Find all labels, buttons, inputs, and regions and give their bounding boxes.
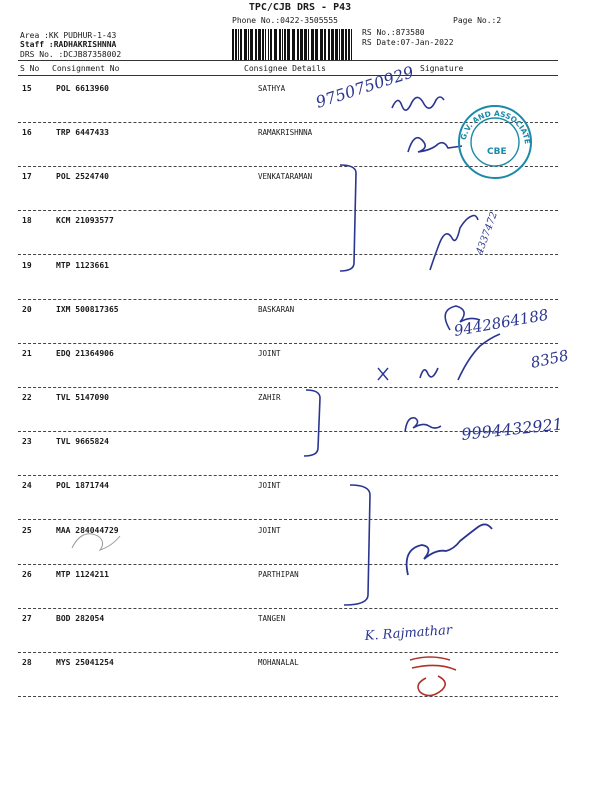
row-separator: [18, 696, 558, 697]
row-separator: [18, 564, 558, 565]
row-sno: 26: [22, 570, 32, 579]
document-title: TPC/CJB DRS - P43: [248, 2, 352, 13]
row-consignment: POL 2524740: [56, 172, 109, 181]
row-consignee: PARTHIPAN: [258, 570, 299, 579]
barcode: [230, 29, 355, 61]
row-consignment: IXM 500817365: [56, 305, 119, 314]
col-sno: S No: [20, 64, 40, 73]
rs-date: RS Date:07-Jan-2022: [362, 38, 454, 47]
area-field: Area :KK PUDHUR-1-43: [20, 31, 117, 40]
row-separator: [18, 608, 558, 609]
row-consignee: JOINT: [258, 349, 281, 358]
row-sno: 22: [22, 393, 32, 402]
row-sno: 28: [22, 658, 32, 667]
row-sno: 17: [22, 172, 32, 181]
header-rule: [18, 60, 558, 61]
row-consignment: MTP 1123661: [56, 261, 109, 270]
handwritten-number-row21: 8358: [529, 346, 571, 372]
rs-number: RS No.:873580: [362, 28, 425, 37]
row-consignee: BASKARAN: [258, 305, 295, 314]
row-sno: 16: [22, 128, 32, 137]
col-consignee: Consignee Details: [244, 64, 326, 73]
row-consignment: TVL 9665824: [56, 437, 109, 446]
row-consignee: TANGEN: [258, 614, 286, 623]
row-separator: [18, 299, 558, 300]
col-signature: Signature: [420, 64, 464, 73]
row-consignee: VENKATARAMAN: [258, 172, 313, 181]
row-sno: 20: [22, 305, 32, 314]
row-sno: 24: [22, 481, 32, 490]
row-consignment: MAA 284044729: [56, 526, 119, 535]
row-consignment: BOD 282054: [56, 614, 105, 623]
handwritten-phone-row22: 9994432921: [460, 414, 564, 444]
row-sno: 15: [22, 84, 32, 93]
svg-text:CBE: CBE: [487, 147, 507, 157]
row-sno: 23: [22, 437, 32, 446]
row-consignment: POL 6613960: [56, 84, 109, 93]
row-consignment: MYS 25041254: [56, 658, 114, 667]
row-sno: 21: [22, 349, 32, 358]
row-consignment: EDQ 21364906: [56, 349, 114, 358]
row-consignee: JOINT: [258, 526, 281, 535]
row-consignee: RAMAKRISHNNA: [258, 128, 313, 137]
header-rule-bottom: [18, 75, 558, 76]
page-number: Page No.:2: [453, 16, 502, 25]
row-separator: [18, 210, 558, 211]
phone-number: Phone No.:0422-3505555: [232, 16, 338, 25]
row-separator: [18, 387, 558, 388]
svg-text:G.V. AND ASSOCIATES: G.V. AND ASSOCIATES: [458, 108, 532, 145]
row-separator: [18, 519, 558, 520]
row-separator: [18, 254, 558, 255]
handwritten-phone-row20: 9442864188: [452, 305, 550, 340]
handwritten-name-row27: K. Rajmathar: [364, 622, 453, 644]
row-consignee: SATHYA: [258, 84, 286, 93]
row-separator: [18, 122, 558, 123]
row-consignment: POL 1871744: [56, 481, 109, 490]
row-separator: [18, 166, 558, 167]
row-separator: [18, 431, 558, 432]
row-separator: [18, 475, 558, 476]
row-sno: 27: [22, 614, 32, 623]
row-consignee: MOHANALAL: [258, 658, 299, 667]
row-consignment: KCM 21093577: [56, 216, 114, 225]
row-sno: 18: [22, 216, 32, 225]
drs-number: DRS No. :DCJB87358002: [20, 50, 122, 59]
row-separator: [18, 652, 558, 653]
row-consignment: TRP 6447433: [56, 128, 109, 137]
handwritten-number-row18: 4337472: [474, 210, 501, 257]
handwritten-phone-row15: 9750750929: [313, 62, 417, 112]
row-sno: 25: [22, 526, 32, 535]
row-consignment: MTP 1124211: [56, 570, 109, 579]
row-consignee: ZAHIR: [258, 393, 281, 402]
staff-field: Staff :RADHAKRISHNNA: [20, 40, 117, 49]
row-sno: 19: [22, 261, 32, 270]
col-consignment: Consignment No: [52, 64, 120, 73]
row-separator: [18, 343, 558, 344]
row-consignment: TVL 5147090: [56, 393, 109, 402]
row-consignee: JOINT: [258, 481, 281, 490]
